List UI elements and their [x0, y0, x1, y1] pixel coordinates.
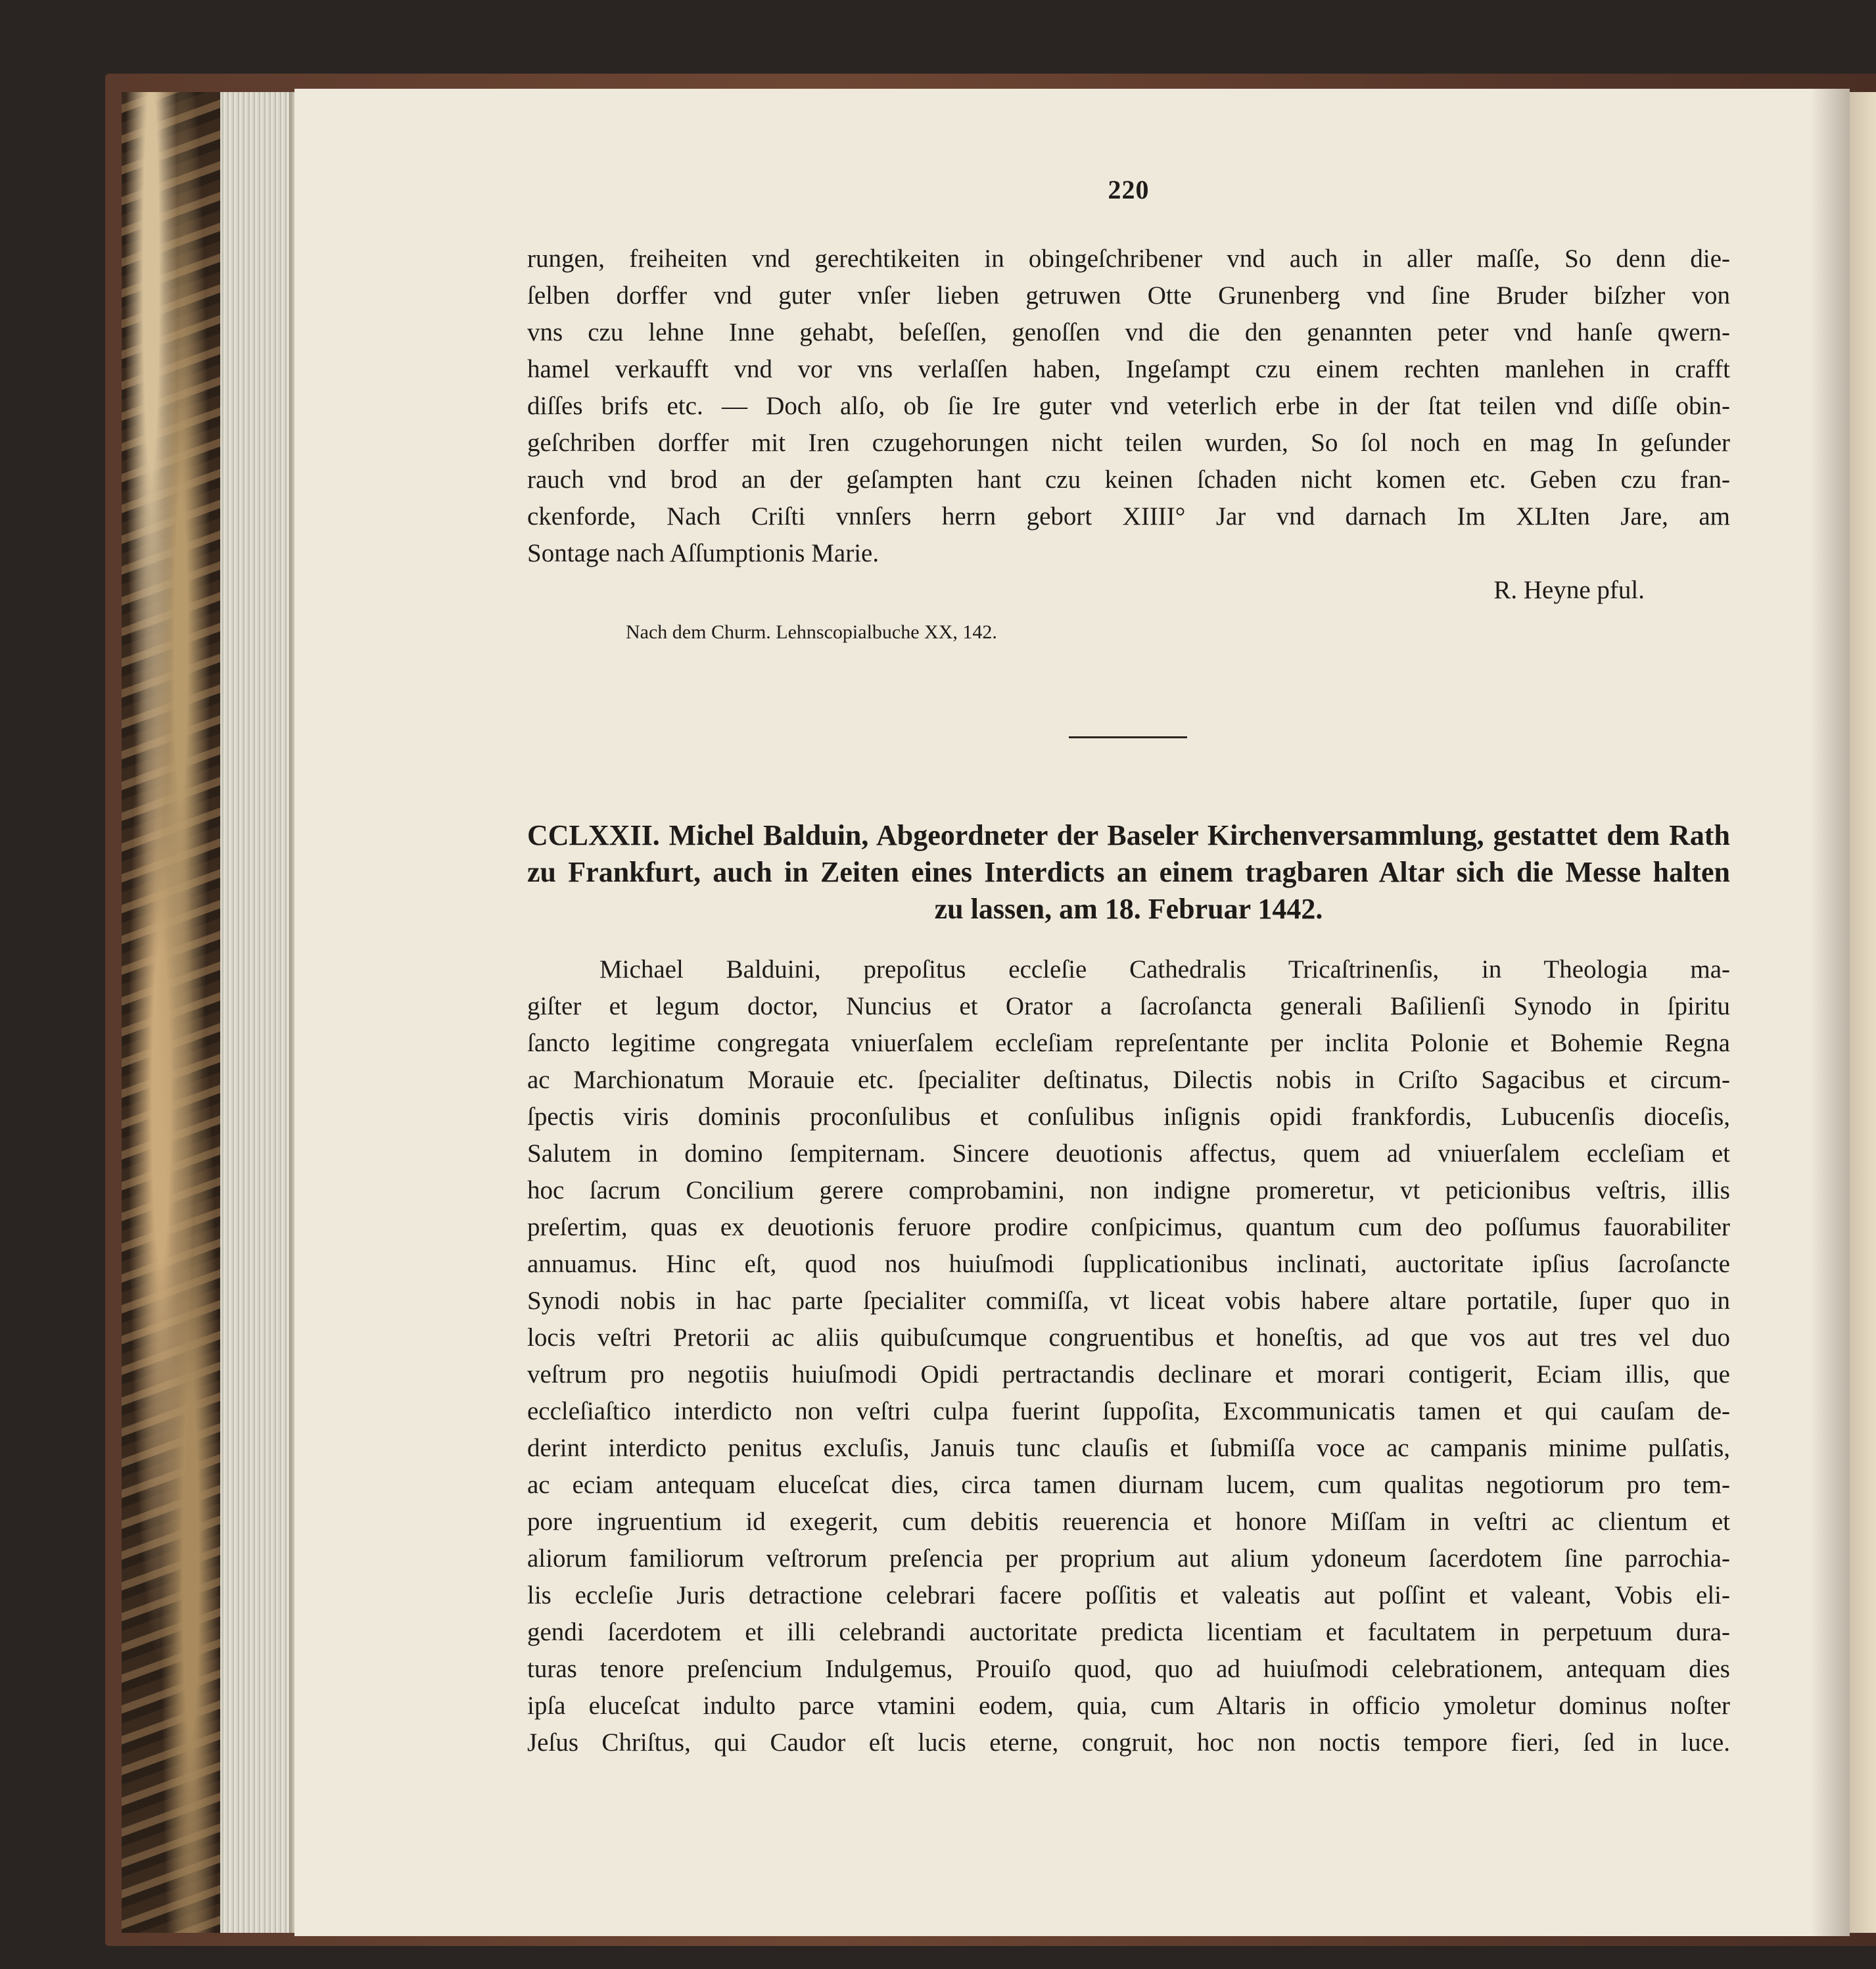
heading-line: CCLXXII. Michel Balduin, Abgeordneter der Baseler Kirchenversammlung, gestattet dem Rath	[527, 819, 1730, 851]
text-line: lis eccleſie Juris detractione celebrari facere poſſitis et valeatis aut poſſint et valeant, Vobis eli-	[527, 1581, 1730, 1609]
text-line: aliorum familiorum veſtrorum preſencia per proprium aut alium ydoneum ſacerdotem ſine parrochia-	[527, 1544, 1730, 1573]
text-line: locis veſtri Pretorii ac aliis quibuſcumque congruentibus et honeſtis, ad que vos aut tres vel duo	[527, 1323, 1730, 1352]
text-line: ckenforde, Nach Criſti vnnſers herrn gebort XIIII° Jar vnd darnach Im XLIten Jare, am	[527, 502, 1730, 531]
page-text	[527, 174, 1730, 1761]
text-line: ſpectis viris dominis proconſulibus et conſulibus inſignis opidi frankfordis, Lubucenſis dioceſis,	[527, 1103, 1730, 1131]
text-line: pore ingruentium id exegerit, cum debitis reuerencia et honore Miſſam in veſtri ac clientum et	[527, 1507, 1730, 1536]
text-line: hamel verkaufft vnd vor vns verlaſſen haben, Ingeſampt czu einem rechten manlehen in crafft	[527, 355, 1730, 383]
text-line: Sontage nach Aſſumptionis Marie.	[527, 539, 879, 567]
text-line: ipſa eluceſcat indulto parce vtamini eodem, quia, cum Altaris in officio ymoletur dominus noſter	[527, 1692, 1730, 1720]
text-line: Michael Balduini, prepoſitus eccleſie Cathedralis Tricaſtrinenſis, in Theologia ma-	[599, 955, 1730, 984]
text-line: ac eciam antequam eluceſcat dies, circa tamen diurnam lucem, cum qualitas negotiorum pro tem-	[527, 1471, 1730, 1499]
text-line: Jeſus Chriſtus, qui Caudor eſt lucis eterne, congruit, hoc non noctis tempore fieri, ſed in luce.	[527, 1728, 1730, 1757]
document-heading	[527, 817, 1730, 928]
page-curvature-shadow	[1810, 89, 1850, 1936]
text-line: rungen, freiheiten vnd gerechtikeiten in obingeſchribener vnd auch in aller maſſe, So denn die-	[527, 245, 1730, 273]
text-line: Synodi nobis in hac parte ſpecialiter commiſſa, vt liceat vobis habere altare portatile, ſuper quo in	[527, 1287, 1730, 1315]
text-line: ac Marchionatum Morauie etc. ſpecialiter deſtinatus, Dilectis nobis in Criſto Sagacibus et circum-	[527, 1066, 1730, 1094]
section-divider	[1069, 736, 1187, 738]
text-line: annuamus. Hinc eſt, quod nos huiuſmodi ſupplicationibus inclinati, auctoritate ipſius ſacroſancte	[527, 1250, 1730, 1278]
text-line: ſelben dorffer vnd guter vnſer lieben getruwen Otte Grunenberg vnd ſine Bruder biſzher von	[527, 281, 1730, 310]
marbled-endpaper	[122, 92, 220, 1933]
page-edges	[220, 92, 293, 1933]
text-line: vns czu lehne Inne gehabt, beſeſſen, genoſſen vnd die den genannten peter vnd hanſe qwern-	[527, 318, 1730, 346]
text-line: veſtrum pro negotiis huiuſmodi Opidi pertractandis declinare et morari contigerit, Eciam illis, que	[527, 1360, 1730, 1388]
continued-paragraph	[527, 241, 1730, 572]
text-line: turas tenore preſencium Indulgemus, Prouiſo quod, quo ad huiuſmodi celebrationem, antequam dies	[527, 1655, 1730, 1683]
text-line: gendi ſacerdotem et illi celebrandi auctoritate predicta licentiam et facultatem in perpetuum dura-	[527, 1618, 1730, 1646]
text-line: rauch vnd brod an der geſampten hant czu keinen ſchaden nicht komen etc. Geben czu fran-	[527, 465, 1730, 494]
signature: R. Heyne pful.	[1493, 576, 1645, 604]
text-line: geſchriben dorffer mit Iren czugehorungen nicht teilen wurden, So ſol noch en mag In geſunder	[527, 429, 1730, 457]
heading-line: zu Frankfurt, auch in Zeiten eines Interdicts an einem tragbaren Altar sich die Messe halten	[527, 856, 1730, 888]
text-line: preſertim, quas ex deuotionis feruore prodire conſpicimus, quantum cum deo poſſumus fauorabiliter	[527, 1213, 1730, 1241]
text-line: diſſes brifs etc. — Doch alſo, ob ſie Ire guter vnd veterlich erbe in der ſtat teilen vnd diſſe obin-	[527, 392, 1730, 420]
next-page-edge	[1850, 92, 1876, 1933]
heading-line: zu lassen, am 18. Februar 1442.	[934, 893, 1323, 925]
text-line: eccleſiaſtico interdicto non veſtri culpa fuerint ſuppoſita, Excommunicatis tamen et qui cauſam de-	[527, 1397, 1730, 1425]
text-line: derint interdicto penitus excluſis, Januis tunc clauſis et ſubmiſſa voce ac campanis minime pulſatis,	[527, 1434, 1730, 1462]
document-body	[527, 951, 1730, 1761]
text-line: ſancto legitime congregata vniuerſalem eccleſiam repreſentante per inclita Polonie et Bohemie Regna	[527, 1029, 1730, 1057]
text-line: hoc ſacrum Concilium gerere comprobamini, non indigne promeretur, vt peticionibus veſtris, illis	[527, 1176, 1730, 1204]
text-line: giſter et legum doctor, Nuncius et Orator a ſacroſancta generali Baſilienſi Synodo in ſpiritu	[527, 992, 1730, 1020]
page-number: 220	[1108, 175, 1150, 204]
source-note: Nach dem Churm. Lehnscopialbuche XX, 142.	[626, 621, 997, 643]
text-line: Salutem in domino ſempiternam. Sincere deuotionis affectus, quem ad vniuerſalem eccleſiam et	[527, 1139, 1730, 1168]
